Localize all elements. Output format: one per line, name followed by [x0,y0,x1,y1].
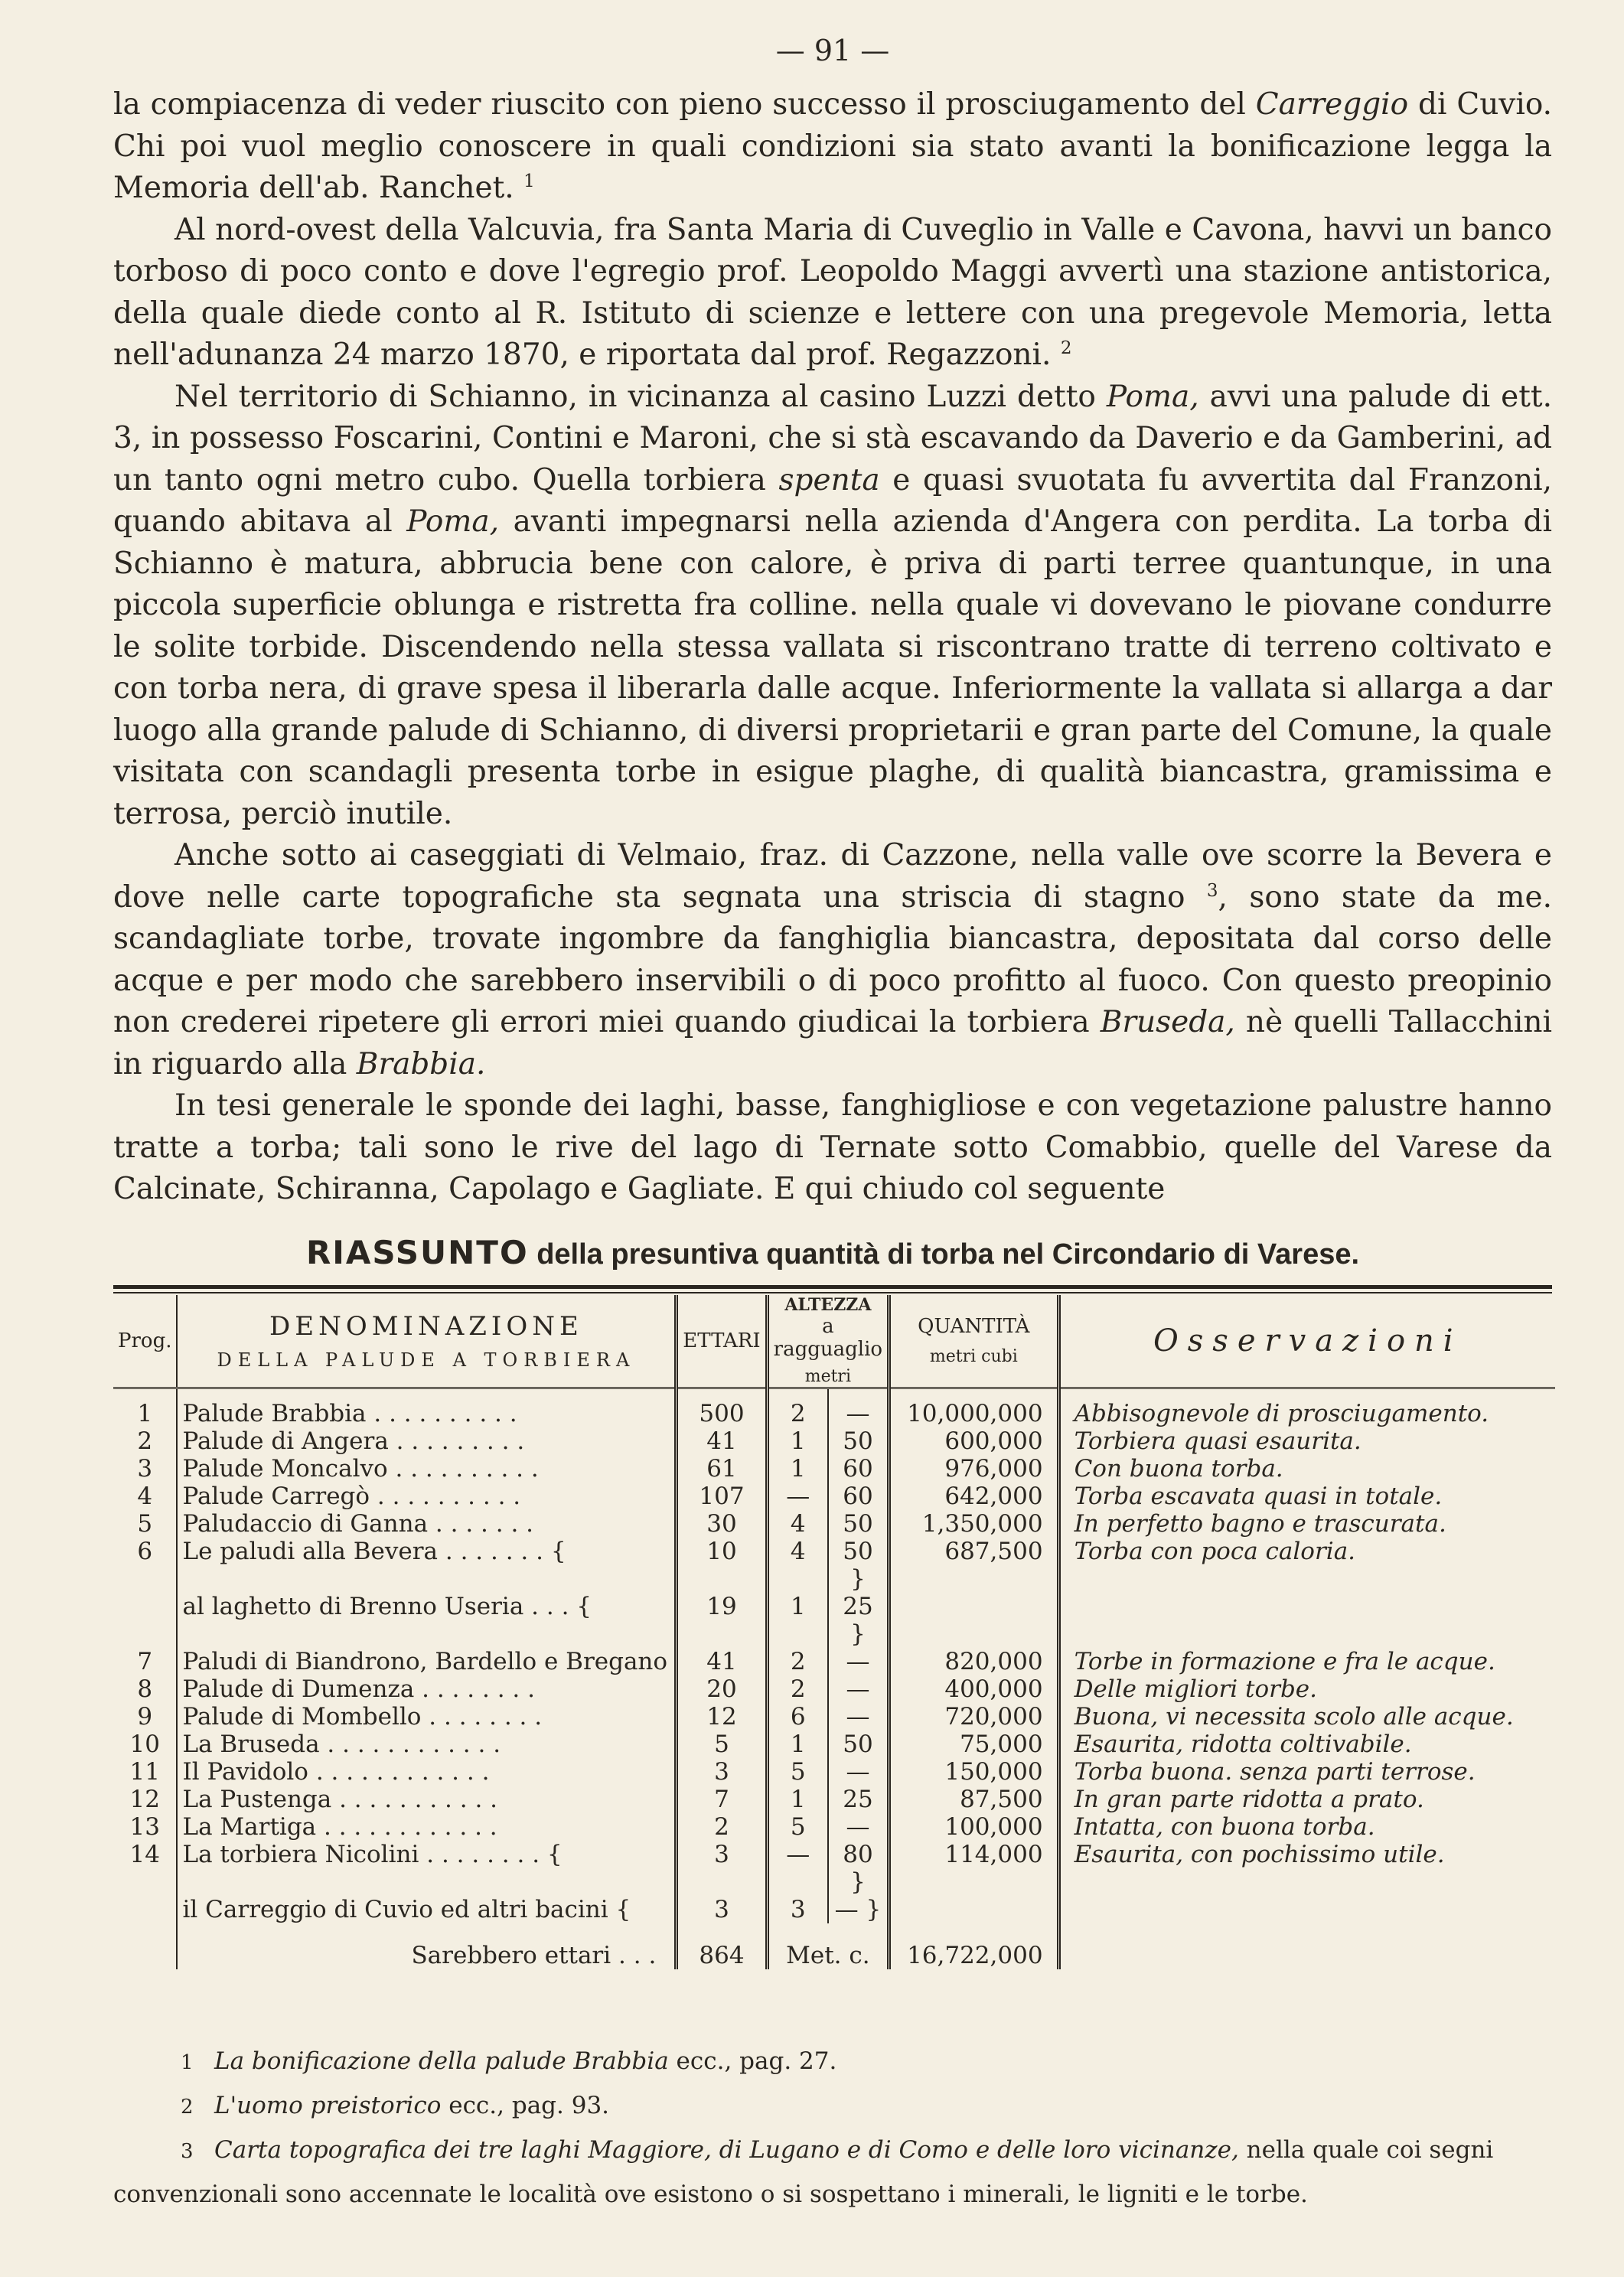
text-run: e quasi svuotata fu avvertita dal Franzoni, quando abitava al [113,462,1552,539]
paragraph [113,835,1552,1085]
header-prog: Prog. [113,1295,177,1388]
row-quantita: 75,000 [889,1731,1059,1758]
header-altezza [767,1295,889,1388]
table-row [113,1813,1555,1841]
row-ettari: 5 [677,1731,767,1758]
text-run: avanti impegnarsi nella azienda d'Angera con perdita. La torba di Schianno è matura, abbrucia bene con calore, è priva di parti terree quantunque, in una piccola superficie oblunga e ristretta fra colline. nella quale vi dovevano le piovane condurre le solite torbide. Discendendo nella stessa vallata si riscontrano tratte di terreno coltivato e con torba nera, di grave spesa il liberarla dalle acque. Inferiormente la vallata si allarga a dar luogo alla grande palude di Schianno, di diversi proprietarii e gran parte del Comune, la quale visitata con scandagli presenta torbe in esigue plaghe, di qualità biancastra, gramissima e terrosa, perciò inutile. [113,504,1552,831]
row-ettari: 41 [677,1427,767,1455]
header-name [177,1295,676,1388]
row-ettari: 41 [677,1648,767,1675]
total-blank-oss [1058,1923,1555,1969]
row-prog: 11 [113,1758,177,1786]
footnote-ref: 3 [1206,880,1218,901]
row-altezza-m: 1 [767,1593,828,1648]
row-prog: 9 [113,1703,177,1731]
table-row [113,1455,1555,1483]
row-name: Palude di Angera . . . . . . . . . [177,1427,676,1455]
table-row [113,1483,1555,1510]
italic-text: Bruseda, [1100,1005,1235,1039]
row-altezza-m: 4 [767,1538,828,1593]
row-altezza-m: 1 [767,1427,828,1455]
table-header-row [113,1295,1555,1388]
summary-table [113,1295,1555,1969]
row-quantita: 400,000 [889,1675,1059,1703]
row-osservazioni: Torbe in formazione e fra le acque. [1074,1647,1495,1675]
row-altezza-m: 1 [767,1455,828,1483]
row-name: Palude di Dumenza . . . . . . . . [177,1675,676,1703]
row-osservazioni: Esaurita, con pochissimo utile. [1074,1840,1445,1868]
row-osservazioni: Torba con poca caloria. [1074,1537,1356,1565]
text-run: Nel territorio di Schianno, in vicinanza al casino Luzzi detto [174,379,1107,414]
row-ettari: 61 [677,1455,767,1483]
header-name-line1: DENOMINAZIONE [269,1310,583,1342]
row-name: al laghetto di Brenno Useria . . . { [177,1593,676,1648]
footnote-number: 2 [181,2095,194,2119]
footnote [113,2129,1552,2216]
row-osservazioni: Esaurita, ridotta coltivabile. [1074,1730,1412,1758]
table-row [113,1896,1555,1923]
row-prog [113,1593,177,1648]
table-row [113,1648,1555,1675]
row-quantita: 820,000 [889,1648,1059,1675]
table-row [113,1593,1555,1648]
row-osservazioni: Intatta, con buona torba. [1074,1812,1375,1841]
row-quantita [889,1593,1059,1648]
row-quantita: 100,000 [889,1813,1059,1841]
row-altezza-cm: 50 [828,1427,889,1455]
paragraph [113,377,1552,836]
italic-text: Poma, [406,504,500,539]
row-altezza-m: 1 [767,1786,828,1813]
header-quantita [889,1295,1059,1388]
row-altezza-cm: 60 [828,1455,889,1483]
row-ettari: 7 [677,1786,767,1813]
table-title-rest: della presuntiva quantità di torba nel Circondario di Varese. [528,1238,1360,1271]
italic-text: Carreggio [1255,87,1409,122]
row-prog: 6 [113,1538,177,1593]
row-altezza-m: 2 [767,1648,828,1675]
table-title-lead: RIASSUNTO [305,1233,529,1271]
row-quantita: 150,000 [889,1758,1059,1786]
row-ettari: 10 [677,1538,767,1593]
row-name: La Bruseda . . . . . . . . . . . . [177,1731,676,1758]
row-altezza-cm: — [828,1648,889,1675]
row-name: Palude Brabbia . . . . . . . . . . [177,1388,676,1427]
row-ettari: 500 [677,1388,767,1427]
row-quantita: 10,000,000 [889,1388,1059,1427]
row-ettari: 3 [677,1896,767,1923]
total-quantita: 16,722,000 [889,1923,1059,1969]
table-top-rule [113,1285,1552,1289]
row-osservazioni [1058,1896,1555,1923]
row-name: Le paludi alla Bevera . . . . . . . { [177,1538,676,1593]
text-run: , sono state da me. scandagliate torbe, trovate ingombre da fanghiglia biancastra, depositata dal corso delle acque e per modo che sarebbero inservibili o di poco profitto al fuoco. Con questo preopinio non crederei ripetere gli errori miei quando giudicai la torbiera [113,879,1552,1039]
footnote-number: 1 [181,2050,194,2074]
footnote-ref: 2 [1060,338,1072,358]
row-osservazioni: In gran parte ridotta a prato. [1074,1785,1424,1813]
row-name: Palude di Mombello . . . . . . . . [177,1703,676,1731]
row-name: La Martiga . . . . . . . . . . . . [177,1813,676,1841]
row-osservazioni: In perfetto bagno e trascurata. [1074,1509,1446,1538]
footnote-number: 3 [181,2139,194,2163]
header-name-line2: DELLA PALUDE A TORBIERA [217,1349,636,1371]
table-row [113,1675,1555,1703]
table-row [113,1538,1555,1593]
row-altezza-m: — [767,1841,828,1896]
row-quantita: 720,000 [889,1703,1059,1731]
row-ettari: 30 [677,1510,767,1538]
header-altezza-line2: a ragguaglio [773,1315,883,1361]
table-title [113,1234,1552,1271]
row-altezza-cm: 25 } [828,1593,889,1648]
table-total-row [113,1923,1555,1969]
total-blank [113,1923,177,1969]
row-osservazioni: Con buona torba. [1074,1454,1283,1483]
row-prog: 2 [113,1427,177,1455]
header-ettari: ETTARI [677,1295,767,1388]
table-row [113,1388,1555,1427]
row-quantita: 642,000 [889,1483,1059,1510]
row-altezza-m: 2 [767,1388,828,1427]
row-prog: 13 [113,1813,177,1841]
row-prog: 4 [113,1483,177,1510]
row-ettari: 3 [677,1758,767,1786]
row-altezza-m: 2 [767,1675,828,1703]
row-ettari: 12 [677,1703,767,1731]
row-prog: 7 [113,1648,177,1675]
paragraph [113,84,1552,210]
row-altezza-m: 3 [767,1896,828,1923]
row-prog: 5 [113,1510,177,1538]
italic-text: La bonificazione della palude Brabbia [214,2047,669,2075]
total-label: Sarebbero ettari . . . [177,1923,676,1969]
row-altezza-cm: 25 [828,1786,889,1813]
row-altezza-cm: — [828,1388,889,1427]
row-osservazioni: Torba buona. senza parti terrose. [1074,1757,1476,1786]
row-osservazioni: Abbisognevole di prosciugamento. [1074,1399,1489,1427]
row-quantita: 87,500 [889,1786,1059,1813]
text-run: di Cuvio. Chi poi vuol meglio conoscere in quali condizioni sia stato avanti la bonificazione legga la Memoria dell'ab. Ranchet. [113,87,1553,205]
italic-text: Carta topografica dei tre laghi Maggiore, di Lugano e di Como e delle loro vicinanze, [214,2135,1239,2164]
row-altezza-cm: — [828,1675,889,1703]
text-run: la compiacenza di veder riuscito con pieno successo il prosciugamento del [113,87,1256,122]
row-quantita [889,1896,1059,1923]
table-row [113,1841,1555,1896]
row-prog: 1 [113,1388,177,1427]
row-quantita: 600,000 [889,1427,1059,1455]
row-altezza-cm: 50 [828,1510,889,1538]
row-osservazioni [1058,1593,1555,1648]
row-ettari: 3 [677,1841,767,1896]
row-altezza-m: 5 [767,1758,828,1786]
row-prog: 12 [113,1786,177,1813]
text-run: nella quale coi segni convenzionali sono accennate le località ove esistono o si sospettano i minerali, le ligniti e le torbe. [113,2135,1494,2208]
row-osservazioni: Torbiera quasi esaurita. [1074,1427,1361,1455]
row-osservazioni: Buona, vi necessita scolo alle acque. [1074,1702,1514,1731]
row-quantita: 114,000 [889,1841,1059,1896]
row-name: Palude Moncalvo . . . . . . . . . . [177,1455,676,1483]
body-text [113,84,1552,1211]
page-number: — 91 — [775,34,890,67]
row-altezza-m: 5 [767,1813,828,1841]
row-ettari: 107 [677,1483,767,1510]
italic-text: Brabbia. [356,1046,486,1081]
total-ettari: 864 [677,1923,767,1969]
row-name: La torbiera Nicolini . . . . . . . . { [177,1841,676,1896]
row-altezza-cm: 50 } [828,1538,889,1593]
text-run: In tesi generale le sponde dei laghi, basse, fanghigliose e con vegetazione palustre hanno tratte a torba; tali sono le rive del lago di Ternate sotto Comabbio, quelle del Varese da Calcinate, Schiranna, Capolago e Gagliate. E qui chiudo col seguente [113,1088,1552,1206]
header-osservazioni: Osservazioni [1058,1295,1555,1388]
text-run: ecc., pag. 93. [441,2091,610,2119]
row-altezza-cm: — [828,1813,889,1841]
paragraph [113,210,1552,377]
text-run: ecc., pag. 27. [668,2047,837,2075]
footnote-ref: 1 [523,171,535,191]
row-name: Il Pavidolo . . . . . . . . . . . . [177,1758,676,1786]
row-altezza-cm: 80 } [828,1841,889,1896]
footnotes [113,2040,1552,2216]
row-name: Paludi di Biandrono, Bardello e Bregano [177,1648,676,1675]
paragraph [113,1085,1552,1211]
table-row [113,1703,1555,1731]
italic-text: Poma, [1106,379,1199,414]
header-quantita-line1: QUANTITÀ [918,1315,1030,1338]
table-top-rule-thin [113,1292,1552,1293]
row-prog: 3 [113,1455,177,1483]
row-name: Paludaccio di Ganna . . . . . . . [177,1510,676,1538]
header-altezza-line1: ALTEZZA [784,1295,872,1315]
table-row [113,1731,1555,1758]
row-ettari: 19 [677,1593,767,1648]
row-name: La Pustenga . . . . . . . . . . . [177,1786,676,1813]
row-ettari: 2 [677,1813,767,1841]
row-altezza-cm: 50 [828,1731,889,1758]
row-altezza-cm: — [828,1703,889,1731]
row-prog: 10 [113,1731,177,1758]
row-prog: 14 [113,1841,177,1896]
text-run: Anche sotto ai caseggiati di Velmaio, fraz. di Cazzone, nella valle ove scorre la Bevera e dove nelle carte topografiche sta segnata una striscia di stagno [113,838,1552,915]
row-altezza-m: 4 [767,1510,828,1538]
table-row [113,1786,1555,1813]
row-prog: 8 [113,1675,177,1703]
row-altezza-m: 6 [767,1703,828,1731]
text-run: nè quelli Tallacchini in riguardo alla [113,1005,1553,1081]
header-quantita-line2: metri cubi [929,1347,1018,1366]
row-altezza-m: — [767,1483,828,1510]
row-ettari: 20 [677,1675,767,1703]
row-osservazioni: Delle migliori torbe. [1074,1675,1318,1703]
row-altezza-cm: — } [828,1896,889,1923]
table-row [113,1510,1555,1538]
row-prog [113,1896,177,1923]
text-run: Al nord-ovest della Valcuvia, fra Santa Maria di Cuveglio in Valle e Cavona, havvi un banco torboso di poco conto e dove l'egregio prof. Leopoldo Maggi avvertì una stazione antistorica, della quale diede conto al R. Istituto di scienze e lettere con una pregevole Memoria, letta nell'adunanza 24 marzo 1870, e riportata dal prof. Regazzoni. [113,212,1552,372]
total-altezza: Met. c. [767,1923,889,1969]
italic-text: L'uomo preistorico [214,2091,442,2119]
page [113,34,1552,2216]
row-quantita: 976,000 [889,1455,1059,1483]
row-quantita: 1,350,000 [889,1510,1059,1538]
row-altezza-cm: 60 [828,1483,889,1510]
row-osservazioni: Torba escavata quasi in totale. [1074,1482,1443,1510]
row-altezza-cm: — [828,1758,889,1786]
footnote [113,2084,1552,2129]
table-row [113,1758,1555,1786]
row-name: Palude Carregò . . . . . . . . . . [177,1483,676,1510]
footnote [113,2040,1552,2084]
italic-text: spenta [778,462,880,497]
header-altezza-line3: metri [804,1367,851,1386]
row-altezza-m: 1 [767,1731,828,1758]
row-name: il Carreggio di Cuvio ed altri bacini { [177,1896,676,1923]
table-row [113,1427,1555,1455]
text-run: avvi una palude di ett. 3, in possesso Foscarini, Contini e Maroni, che si stà escavando da Daverio e da Gamberini, ad un tanto ogni metro cubo. Quella torbiera [113,379,1553,497]
row-quantita: 687,500 [889,1538,1059,1593]
